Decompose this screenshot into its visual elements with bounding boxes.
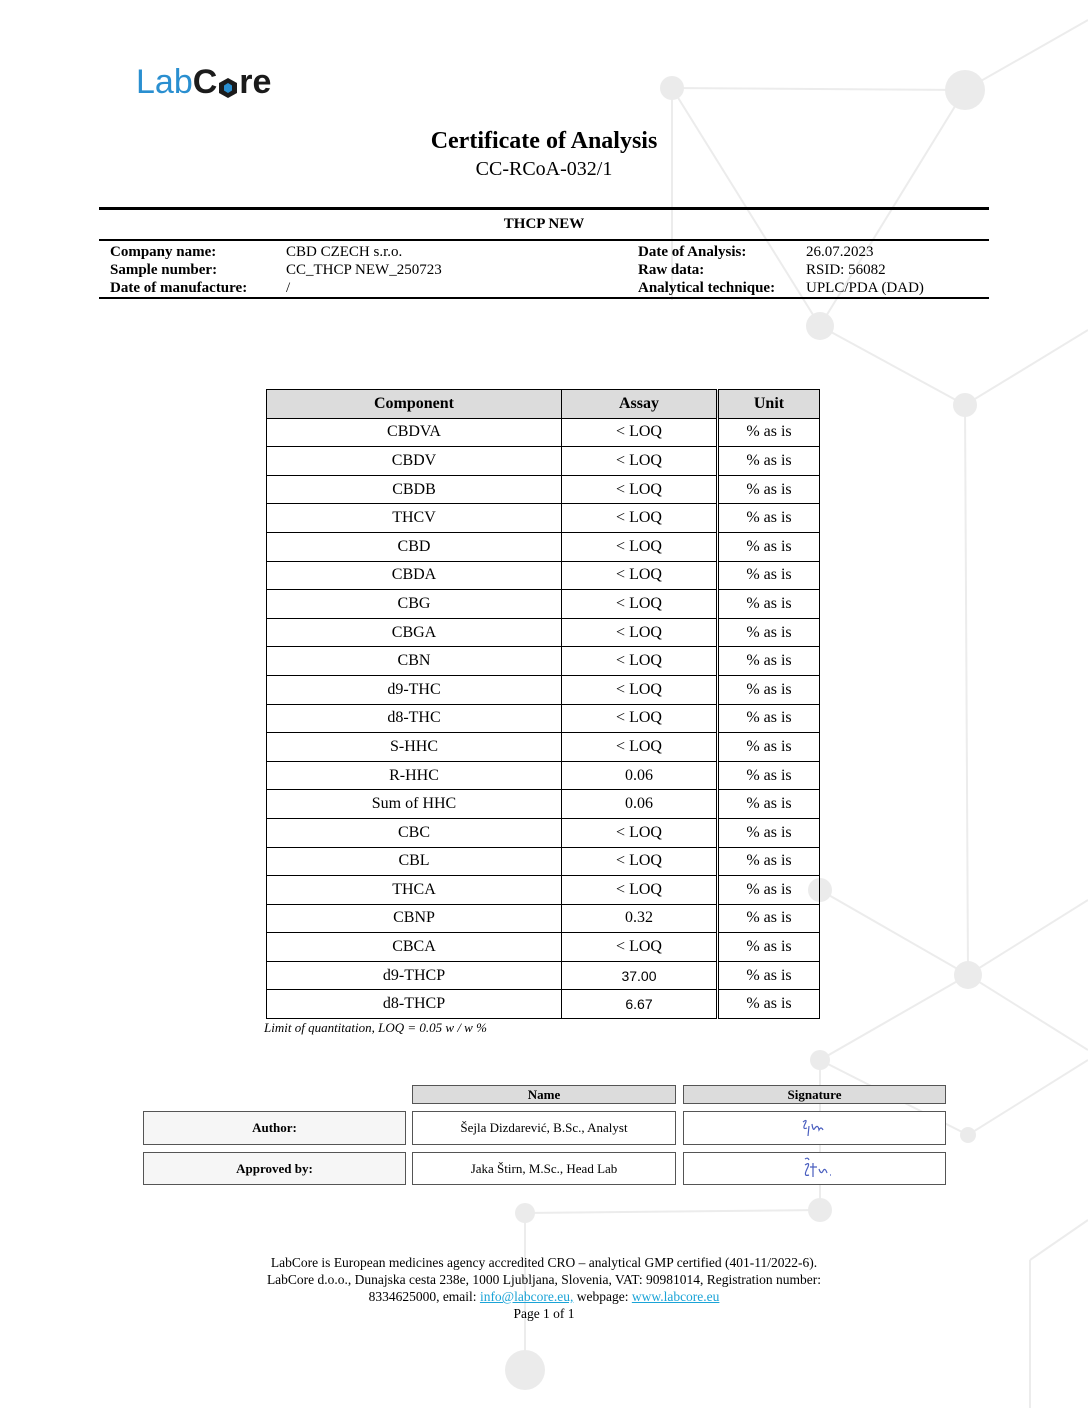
assay-cell: < LOQ [562, 733, 718, 762]
unit-cell: % as is [718, 961, 820, 990]
table-row [267, 761, 820, 790]
footer [0, 1254, 1088, 1322]
raw-data-value: RSID: 56082 [806, 262, 886, 278]
technique-value: UPLC/PDA (DAD) [806, 280, 924, 296]
unit-cell: % as is [718, 590, 820, 619]
table-row [267, 990, 820, 1019]
page-number: Page 1 of 1 [513, 1306, 575, 1321]
sample-number-value: CC_THCP NEW_250723 [286, 262, 442, 278]
assay-cell: 0.06 [562, 761, 718, 790]
unit-cell: % as is [718, 504, 820, 533]
signature-column-header: Signature [683, 1085, 946, 1104]
sample-number-label: Sample number: [110, 262, 218, 278]
unit-cell: % as is [718, 675, 820, 704]
assay-cell: < LOQ [562, 561, 718, 590]
component-cell: CBG [267, 590, 562, 619]
manufacture-label: Date of manufacture: [110, 280, 248, 296]
results-table-body [267, 418, 820, 1018]
table-row [267, 790, 820, 819]
document-code: CC-RCoA-032/1 [475, 158, 613, 180]
results-table [266, 389, 820, 1019]
assay-cell: < LOQ [562, 876, 718, 905]
unit-cell: % as is [718, 876, 820, 905]
unit-cell: % as is [718, 647, 820, 676]
table-row [267, 961, 820, 990]
table-row [267, 733, 820, 762]
component-cell: CBC [267, 818, 562, 847]
header-rule-middle [99, 239, 989, 241]
assay-cell: < LOQ [562, 933, 718, 962]
unit-cell: % as is [718, 790, 820, 819]
assay-cell: < LOQ [562, 590, 718, 619]
unit-cell: % as is [718, 561, 820, 590]
logo-text-core-c: C [192, 63, 218, 101]
author-signature [683, 1111, 946, 1145]
assay-cell: < LOQ [562, 847, 718, 876]
webpage-label: webpage: [573, 1289, 632, 1304]
unit-cell: % as is [718, 990, 820, 1019]
approved-signature [683, 1152, 946, 1185]
table-row [267, 561, 820, 590]
unit-cell: % as is [718, 904, 820, 933]
header-rule-bottom [99, 297, 989, 299]
unit-cell: % as is [718, 761, 820, 790]
unit-cell: % as is [718, 618, 820, 647]
component-cell: THCV [267, 504, 562, 533]
document-title: Certificate of Analysis [430, 128, 658, 154]
table-row [267, 475, 820, 504]
footer-line-3 [0, 1288, 1088, 1305]
logo-text-core-re: re [239, 63, 272, 101]
unit-cell: % as is [718, 818, 820, 847]
component-cell: S-HHC [267, 733, 562, 762]
assay-cell: 6.67 [562, 990, 718, 1019]
footer-registration: 8334625000, email: [368, 1289, 480, 1304]
component-cell: CBDA [267, 561, 562, 590]
assay-cell: < LOQ [562, 704, 718, 733]
table-row [267, 904, 820, 933]
column-header-component: Component [267, 390, 562, 419]
assay-cell: < LOQ [562, 475, 718, 504]
author-name: Šejla Dizdarević, B.Sc., Analyst [412, 1111, 676, 1145]
component-cell: d9-THC [267, 675, 562, 704]
component-cell: CBL [267, 847, 562, 876]
footer-line-2: LabCore d.o.o., Dunajska cesta 238e, 1000 Ljubljana, Slovenia, VAT: 90981014, Registration number: [266, 1272, 822, 1287]
loq-note: Limit of quantitation, LOQ = 0.05 w / w % [264, 1020, 487, 1035]
component-cell: CBDVA [267, 418, 562, 447]
analysis-date-value: 26.07.2023 [806, 244, 874, 260]
component-cell: d8-THC [267, 704, 562, 733]
assay-cell: 0.06 [562, 790, 718, 819]
unit-cell: % as is [718, 447, 820, 476]
column-header-unit: Unit [718, 390, 820, 419]
table-row [267, 590, 820, 619]
table-row [267, 818, 820, 847]
unit-cell: % as is [718, 733, 820, 762]
unit-cell: % as is [718, 418, 820, 447]
assay-cell: < LOQ [562, 447, 718, 476]
raw-data-label: Raw data: [638, 262, 705, 278]
component-cell: CBDB [267, 475, 562, 504]
company-value: CBD CZECH s.r.o. [286, 244, 403, 260]
table-row [267, 704, 820, 733]
assay-cell: < LOQ [562, 504, 718, 533]
approved-signature-image [775, 1155, 855, 1183]
logo-text-lab: Lab [136, 63, 193, 101]
table-row [267, 933, 820, 962]
assay-cell: < LOQ [562, 618, 718, 647]
approved-label: Approved by: [143, 1152, 406, 1185]
author-label: Author: [143, 1111, 406, 1145]
assay-cell: < LOQ [562, 675, 718, 704]
approved-name: Jaka Štirn, M.Sc., Head Lab [412, 1152, 676, 1185]
component-cell: Sum of HHC [267, 790, 562, 819]
unit-cell: % as is [718, 532, 820, 561]
table-row [267, 647, 820, 676]
component-cell: CBD [267, 532, 562, 561]
component-cell: R-HHC [267, 761, 562, 790]
component-cell: d8-THCP [267, 990, 562, 1019]
component-cell: CBDV [267, 447, 562, 476]
header-rule-top [99, 207, 989, 210]
author-signature-image [775, 1114, 855, 1142]
unit-cell: % as is [718, 704, 820, 733]
assay-cell: 0.32 [562, 904, 718, 933]
name-column-header: Name [412, 1085, 676, 1104]
table-row [267, 418, 820, 447]
table-row [267, 876, 820, 905]
table-row [267, 675, 820, 704]
manufacture-value: / [286, 280, 291, 296]
labcore-logo [136, 62, 271, 102]
webpage-link[interactable]: www.labcore.eu [631, 1289, 720, 1304]
table-row [267, 847, 820, 876]
table-header-row [267, 390, 820, 419]
unit-cell: % as is [718, 847, 820, 876]
company-label: Company name: [110, 244, 217, 260]
table-row [267, 447, 820, 476]
table-row [267, 618, 820, 647]
component-cell: CBNP [267, 904, 562, 933]
assay-cell: 37.00 [562, 961, 718, 990]
component-cell: CBN [267, 647, 562, 676]
column-header-assay: Assay [562, 390, 718, 419]
unit-cell: % as is [718, 933, 820, 962]
unit-cell: % as is [718, 475, 820, 504]
assay-cell: < LOQ [562, 418, 718, 447]
component-cell: d9-THCP [267, 961, 562, 990]
technique-label: Analytical technique: [638, 280, 776, 296]
component-cell: CBGA [267, 618, 562, 647]
email-link[interactable]: info@labcore.eu, [479, 1289, 574, 1304]
assay-cell: < LOQ [562, 818, 718, 847]
sample-title: THCP NEW [503, 216, 585, 232]
footer-line-1: LabCore is European medicines agency accredited CRO – analytical GMP certified (401-11/2022-6). [270, 1255, 818, 1270]
component-cell: THCA [267, 876, 562, 905]
component-cell: CBCA [267, 933, 562, 962]
table-row [267, 504, 820, 533]
table-row [267, 532, 820, 561]
assay-cell: < LOQ [562, 647, 718, 676]
analysis-date-label: Date of Analysis: [638, 244, 747, 260]
assay-cell: < LOQ [562, 532, 718, 561]
